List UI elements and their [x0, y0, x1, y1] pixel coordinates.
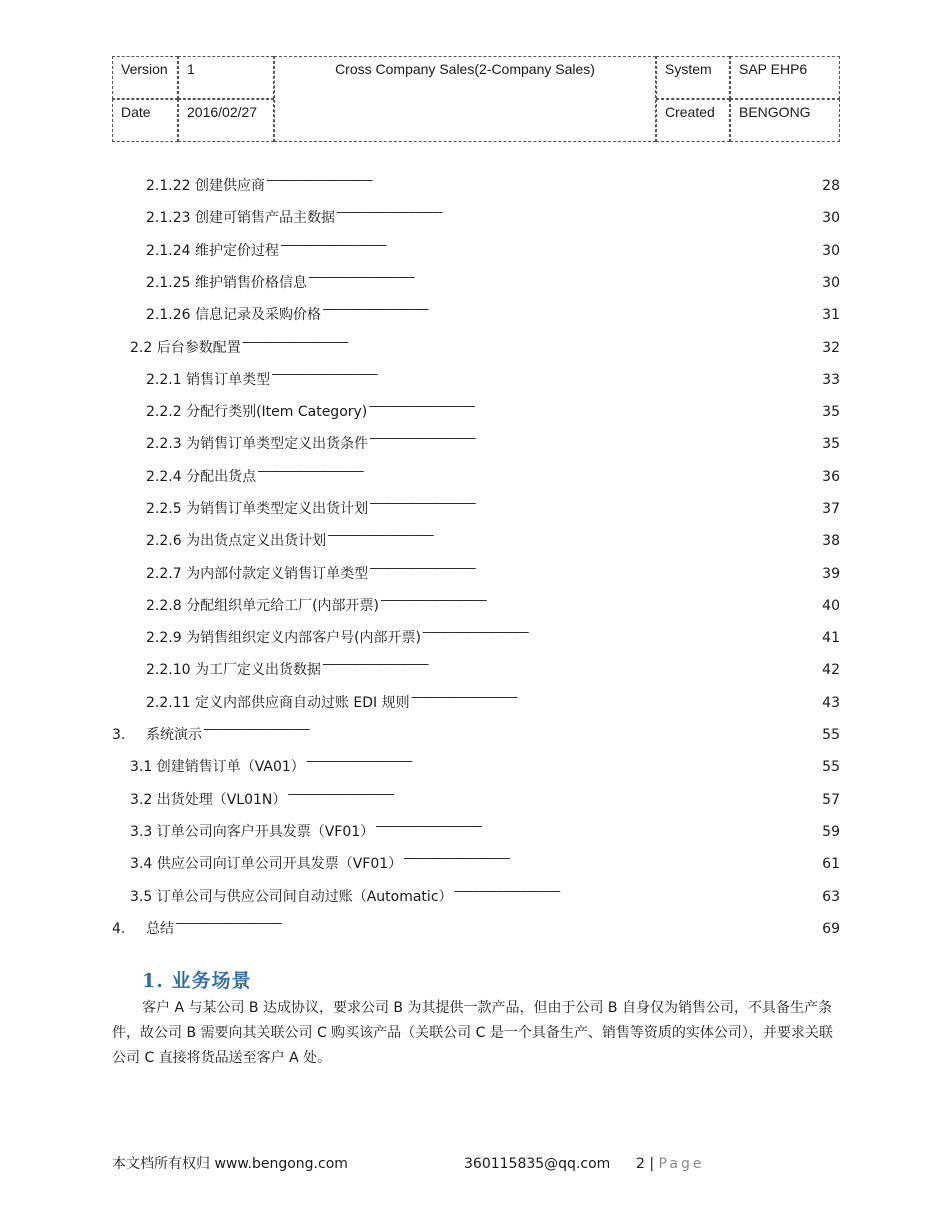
- toc-entry-page: 59: [822, 824, 840, 840]
- toc-entry-page: 33: [822, 372, 840, 388]
- created-value: BENGONG: [730, 99, 840, 142]
- toc-entry-page: 42: [822, 662, 840, 678]
- toc-entry[interactable]: [146, 255, 840, 291]
- toc-entry-page: 31: [822, 307, 840, 323]
- toc-entry-title: 2.2.4 分配出货点: [146, 469, 257, 485]
- created-label: Created: [656, 99, 730, 142]
- footer-page-word: Page: [658, 1156, 705, 1172]
- toc-dot-leader: [280, 223, 821, 255]
- version-value: 1: [178, 56, 274, 99]
- toc-entry-title: 3.1 创建销售订单（VA01）: [130, 759, 305, 775]
- toc-entry[interactable]: [146, 642, 840, 678]
- toc-dot-leader: [422, 610, 821, 642]
- footer-page-indicator: [636, 1154, 704, 1174]
- toc-dot-leader: [327, 513, 821, 545]
- toc-dot-leader: [175, 901, 821, 933]
- toc-entry[interactable]: [146, 384, 840, 420]
- toc-entry-page: 63: [822, 889, 840, 905]
- toc-dot-leader: [411, 675, 822, 707]
- system-label: System: [656, 56, 730, 99]
- toc-entry[interactable]: [130, 320, 840, 356]
- toc-entry-page: 55: [822, 727, 840, 743]
- section-heading: 1. 业务场景: [142, 970, 252, 992]
- toc-entry-page: 35: [822, 436, 840, 452]
- toc-entry[interactable]: [146, 675, 840, 711]
- toc-entry-title: 2.1.26 信息记录及采购价格: [146, 307, 321, 323]
- toc-entry-page: 61: [822, 856, 840, 872]
- toc-entry[interactable]: [130, 739, 840, 775]
- toc-entry-page: 35: [822, 404, 840, 420]
- toc-dot-leader: [287, 772, 821, 804]
- toc-entry-page: 36: [822, 469, 840, 485]
- section-paragraph: 客户 A 与某公司 B 达成协议，要求公司 B 为其提供一款产品，但由于公司 B 自身仅为销售公司，不具备生产条件，故公司 B 需要向其关联公司 C 购买该产品（关联公司 C 是一个具备生产、销售等资质的实体公司），并要求关联公司 C 直接将货品送至客户 A 处。: [112, 1000, 833, 1066]
- document-header-table: [112, 56, 840, 142]
- toc-entry[interactable]: [146, 610, 840, 646]
- toc-entry[interactable]: [146, 481, 840, 517]
- toc-dot-leader: [266, 158, 821, 190]
- toc-entry[interactable]: [146, 546, 840, 582]
- toc-dot-leader: [336, 190, 821, 222]
- toc-dot-leader: [380, 578, 821, 610]
- toc-entry[interactable]: [130, 772, 840, 808]
- toc-entry-page: 30: [822, 243, 840, 259]
- toc-entry-title: 3.3 订单公司向客户开具发票（VF01）: [130, 824, 375, 840]
- toc-entry[interactable]: [146, 190, 840, 226]
- toc-entry-title: 2.1.24 维护定价过程: [146, 243, 279, 259]
- toc-entry-title: 2.2.10 为工厂定义出货数据: [146, 662, 321, 678]
- toc-entry[interactable]: [146, 223, 840, 259]
- toc-entry-number: 3.: [112, 727, 126, 743]
- toc-entry-page: 40: [822, 598, 840, 614]
- toc-dot-leader: [322, 287, 821, 319]
- toc-entry[interactable]: [146, 158, 840, 194]
- toc-entry-page: 57: [822, 792, 840, 808]
- toc-entry-page: 55: [822, 759, 840, 775]
- toc-dot-leader: [306, 739, 821, 771]
- toc-entry-page: 37: [822, 501, 840, 517]
- toc-entry[interactable]: [112, 707, 840, 743]
- toc-entry-title: 3.5 订单公司与供应公司间自动过账（Automatic）: [130, 889, 453, 905]
- toc-entry-page: 28: [822, 178, 840, 194]
- toc-entry-page: 41: [822, 630, 840, 646]
- toc-entry-title: 2.2.5 为销售订单类型定义出货计划: [146, 501, 369, 517]
- toc-entry[interactable]: [146, 513, 840, 549]
- toc-dot-leader: [454, 869, 822, 901]
- toc-dot-leader: [203, 707, 821, 739]
- toc-entry-title: 3.2 出货处理（VL01N）: [130, 792, 287, 808]
- footer-email: 360115835@qq.com: [464, 1156, 611, 1172]
- toc-entry[interactable]: [112, 901, 840, 937]
- toc-entry-page: 43: [822, 695, 840, 711]
- toc-entry-number: 4.: [112, 921, 126, 937]
- toc-entry-title: 总结: [146, 921, 174, 937]
- system-value: SAP EHP6: [730, 56, 840, 99]
- toc-dot-leader: [322, 642, 821, 674]
- toc-entry-title: 系统演示: [146, 727, 202, 743]
- toc-entry-title: 2.1.25 维护销售价格信息: [146, 275, 307, 291]
- toc-entry-page: 32: [822, 340, 840, 356]
- toc-dot-leader: [242, 320, 821, 352]
- toc-entry-title: 2.2.1 销售订单类型: [146, 372, 271, 388]
- toc-entry-title: 2.2.2 分配行类别(Item Category): [146, 404, 368, 420]
- toc-dot-leader: [257, 449, 821, 481]
- toc-dot-leader: [375, 804, 821, 836]
- toc-entry-title: 2.1.22 创建供应商: [146, 178, 265, 194]
- footer-separator: |: [649, 1156, 655, 1172]
- toc-entry-page: 30: [822, 210, 840, 226]
- toc-entry[interactable]: [146, 287, 840, 323]
- toc-entry-title: 2.2.9 为销售组织定义内部客户号(内部开票): [146, 630, 421, 646]
- date-value: 2016/02/27: [178, 99, 274, 142]
- toc-dot-leader: [403, 836, 821, 868]
- toc-dot-leader: [369, 546, 821, 578]
- toc-entry-title: 2.2.7 为内部付款定义销售订单类型: [146, 566, 369, 582]
- toc-entry-title: 2.2.3 为销售订单类型定义出货条件: [146, 436, 369, 452]
- toc-dot-leader: [368, 384, 821, 416]
- toc-entry[interactable]: [146, 416, 840, 452]
- toc-entry-title: 2.2 后台参数配置: [130, 340, 241, 356]
- document-title: Cross Company Sales(2-Company Sales): [274, 56, 656, 142]
- toc-entry-title: 3.4 供应公司向订单公司开具发票（VF01）: [130, 856, 403, 872]
- toc-dot-leader: [308, 255, 821, 287]
- date-label: Date: [112, 99, 178, 142]
- toc-entry[interactable]: [130, 836, 840, 872]
- toc-entry[interactable]: [146, 352, 840, 388]
- toc-entry-title: 2.1.23 创建可销售产品主数据: [146, 210, 335, 226]
- toc-entry-title: 2.2.11 定义内部供应商自动过账 EDI 规则: [146, 695, 410, 711]
- toc-entry-title: 2.2.6 为出货点定义出货计划: [146, 533, 327, 549]
- version-label: Version: [112, 56, 178, 99]
- toc-entry-page: 39: [822, 566, 840, 582]
- toc-entry[interactable]: [146, 449, 840, 485]
- toc-entry-title: 2.2.8 分配组织单元给工厂(内部开票): [146, 598, 379, 614]
- toc-dot-leader: [369, 416, 821, 448]
- toc-entry[interactable]: [146, 578, 840, 614]
- toc-entry-page: 38: [822, 533, 840, 549]
- toc-dot-leader: [369, 481, 821, 513]
- footer-copyright: 本文档所有权归 www.bengong.com: [112, 1156, 348, 1172]
- toc-entry[interactable]: [130, 804, 840, 840]
- footer-page-number: 2: [636, 1156, 645, 1172]
- toc-entry[interactable]: [130, 869, 840, 905]
- toc-entry-page: 69: [822, 921, 840, 937]
- toc-entry-page: 30: [822, 275, 840, 291]
- toc-dot-leader: [271, 352, 821, 384]
